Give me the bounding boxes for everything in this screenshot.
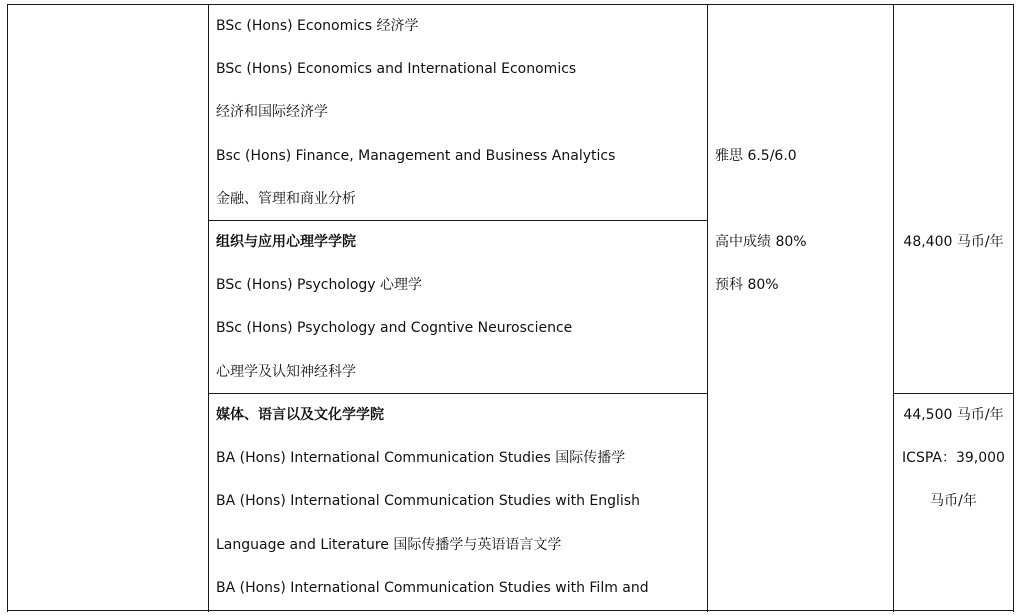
- program-line: BSc (Hons) Psychology and Cogntive Neuroscience: [216, 320, 573, 336]
- program-line: Bsc (Hons) Finance, Management and Business Analytics: [216, 148, 616, 164]
- row-divider-2-programs: [208, 393, 708, 394]
- table-divider-col3: [893, 4, 894, 612]
- tuition-fee-icspa-unit: 马币/年: [930, 493, 977, 509]
- tuition-fee-icspa: ICSPA：39,000: [902, 450, 1005, 466]
- requirement-high-school: 高中成绩 80%: [715, 234, 807, 250]
- program-line: Language and Literature 国际传播学与英语语言文学: [216, 537, 562, 553]
- table-border-top: [7, 4, 1014, 5]
- school-heading: 组织与应用心理学学院: [216, 234, 356, 250]
- tuition-fee: 48,400 马币/年: [903, 234, 1004, 250]
- program-line: BA (Hons) International Communication Studies 国际传播学: [216, 450, 626, 466]
- table-border-left: [7, 4, 8, 612]
- program-line: 金融、管理和商业分析: [216, 191, 356, 207]
- program-line: 心理学及认知神经科学: [216, 364, 356, 380]
- table-divider-col2: [707, 4, 708, 612]
- school-heading: 媒体、语言以及文化学学院: [216, 407, 384, 423]
- table-divider-col1: [208, 4, 209, 612]
- program-line: BSc (Hons) Psychology 心理学: [216, 277, 423, 293]
- row-divider-2-fees: [893, 393, 1014, 394]
- requirement-ielts: 雅思 6.5/6.0: [715, 148, 797, 164]
- program-line: BSc (Hons) Economics 经济学: [216, 18, 419, 34]
- row-divider-1: [208, 220, 708, 221]
- table-border-bottom: [7, 610, 1014, 611]
- table-border-right: [1013, 4, 1014, 612]
- program-line: BA (Hons) International Communication Studies with English: [216, 493, 640, 509]
- requirement-foundation: 预科 80%: [715, 277, 779, 293]
- tuition-fee: 44,500 马币/年: [903, 407, 1004, 423]
- program-line: 经济和国际经济学: [216, 104, 328, 120]
- program-line: BSc (Hons) Economics and International Economics: [216, 61, 577, 77]
- program-line: BA (Hons) International Communication Studies with Film and: [216, 580, 649, 596]
